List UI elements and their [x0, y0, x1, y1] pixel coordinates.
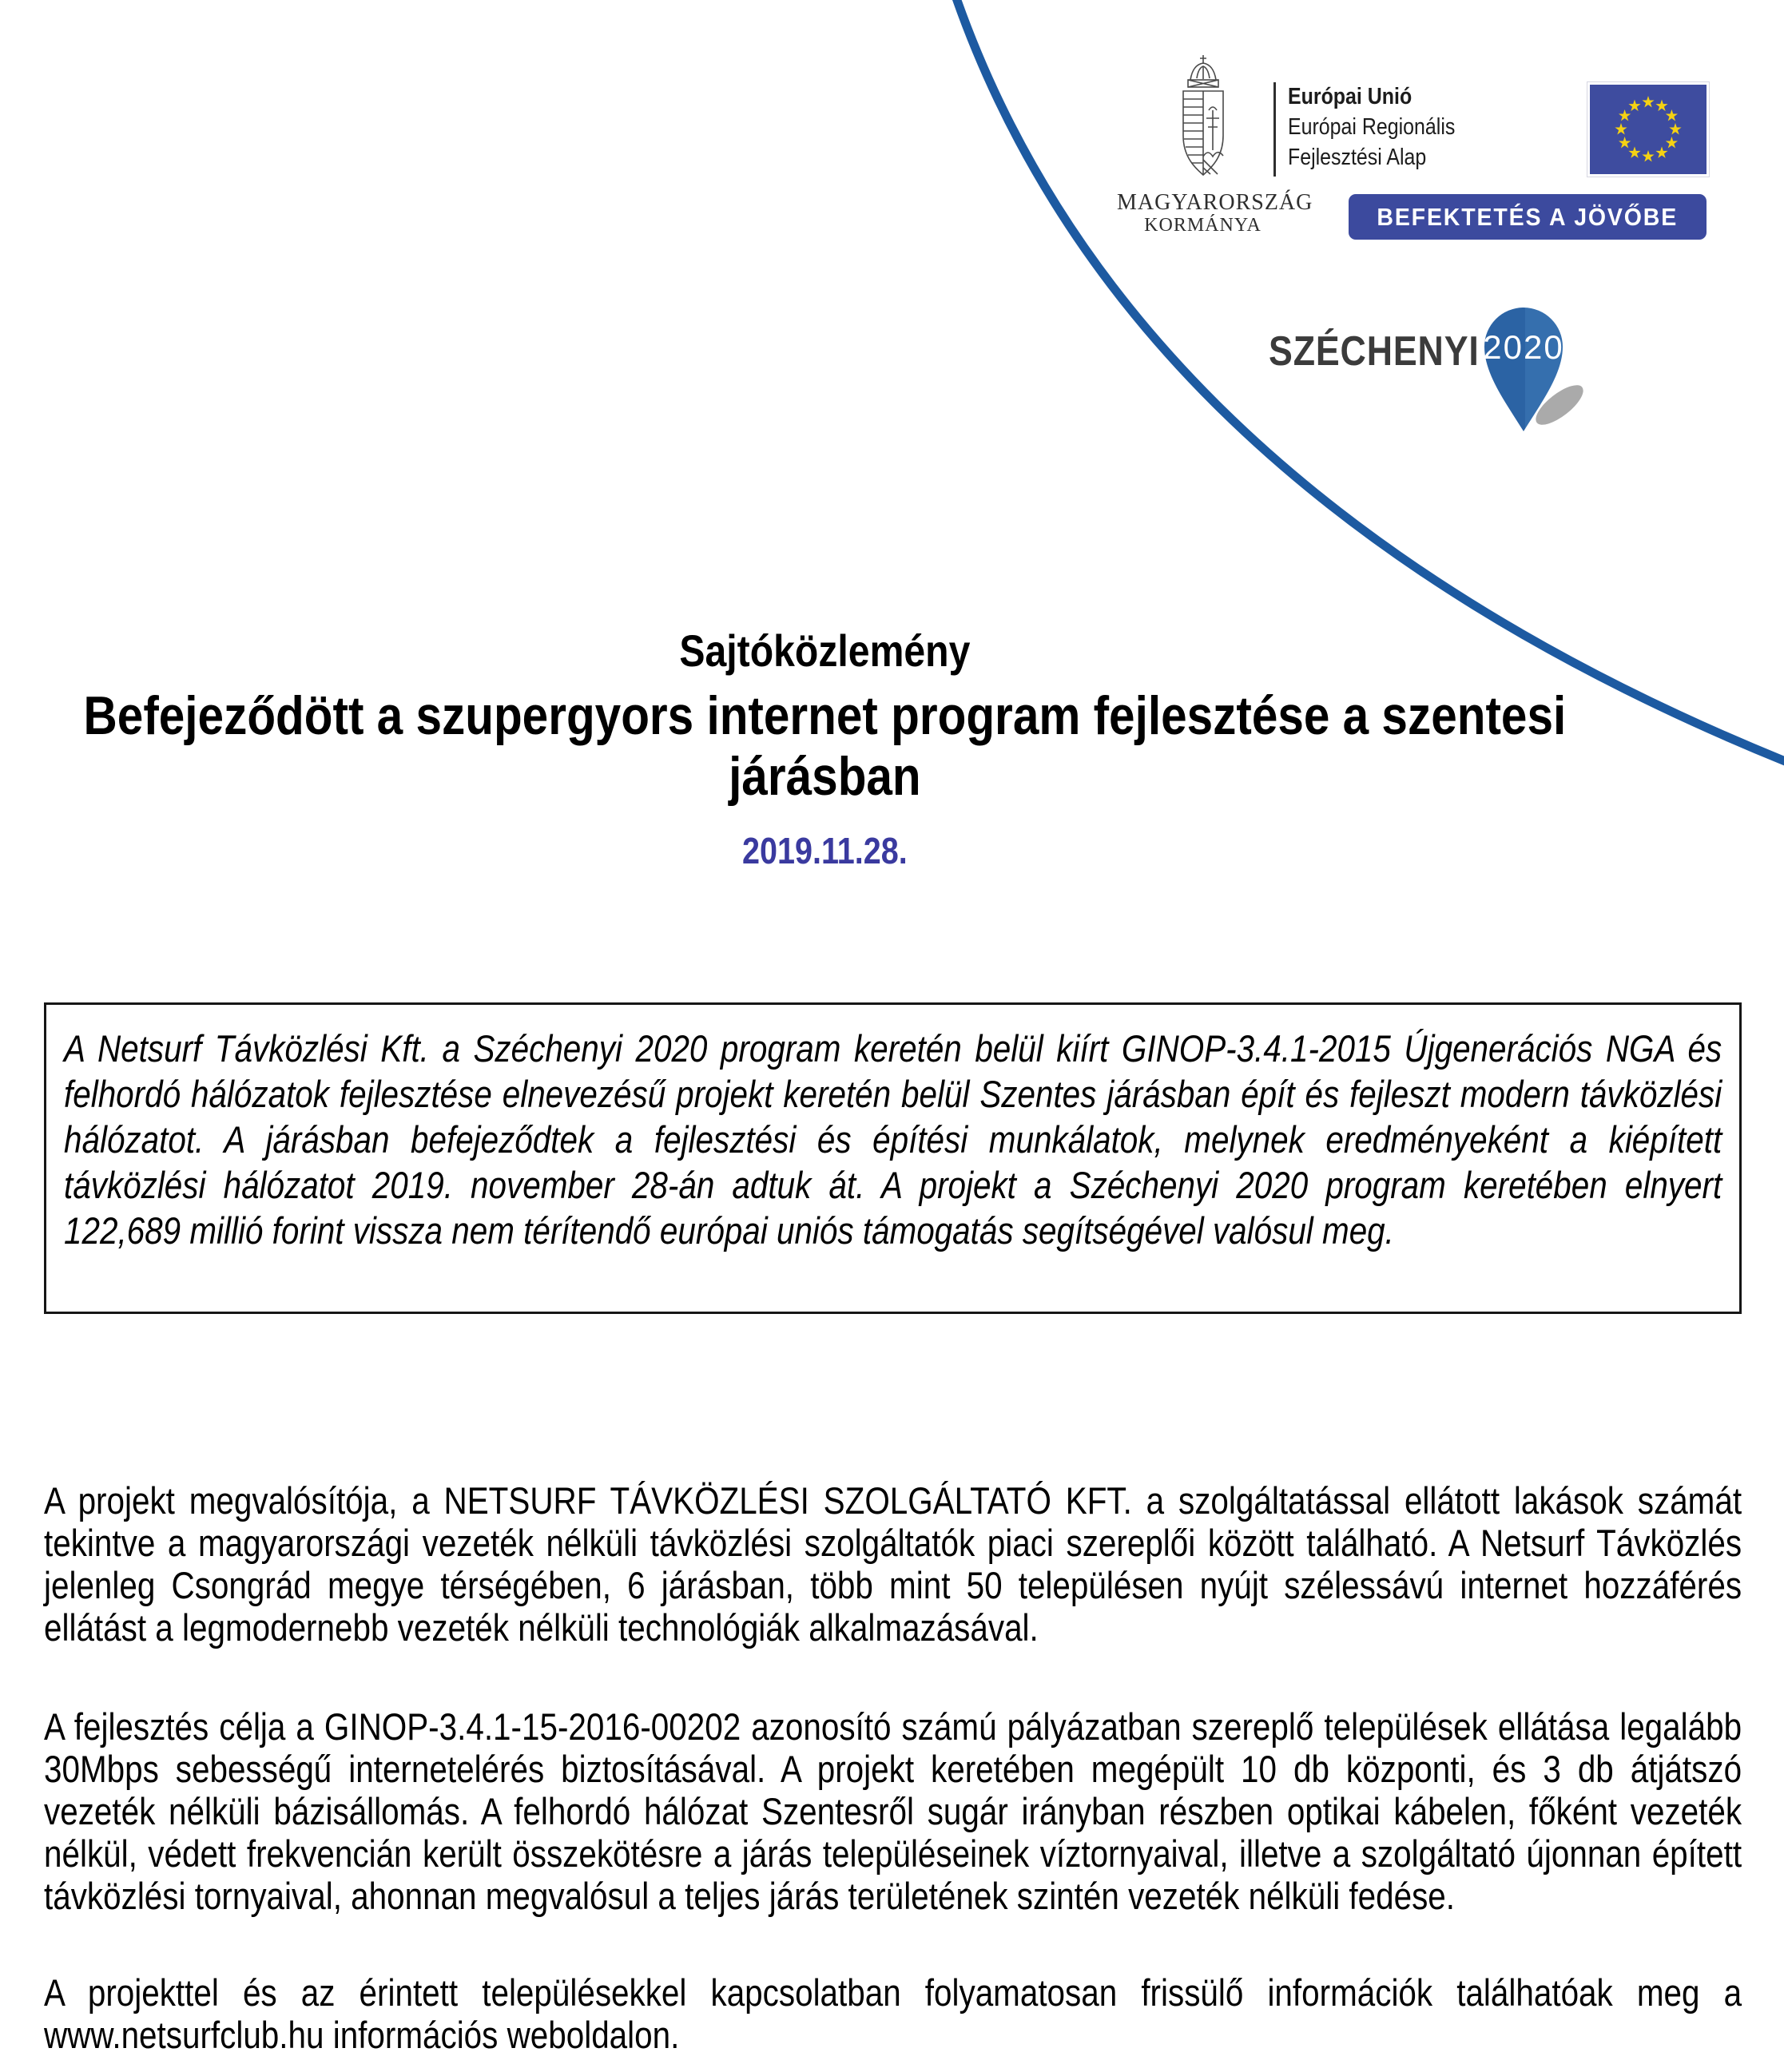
press-release-heading: Sajtóközlemény — [679, 625, 971, 676]
logo-divider — [1273, 82, 1276, 177]
lead-summary-text: A Netsurf Távközlési Kft. a Széchenyi 2020 program keretén belül kiírt GINOP-3.4.1-2015 Újgenerációs NGA és felhordó hálózatok fejlesztése elnevezésű projekt keretén belül Szentes járásban épít és fejleszt modern távközlési hálózatot. A járásban befejeződtek a fejlesztési és építési munkálatok, melynek eredményeként a kiépített távközlési hálózatot 2019. november 28-án adtuk át. A projekt a Széchenyi 2020 program keretében elnyert 122,689 millió forint vissza nem térítendő európai uniós támogatás segítségével valósul meg. — [64, 1027, 1722, 1252]
government-name-line1: MAGYARORSZÁG — [1117, 190, 1313, 215]
hungary-coat-of-arms-icon — [1166, 53, 1240, 190]
eu-fund-line2: Európai Regionális — [1288, 114, 1456, 140]
body-paragraph-3: A projekttel és az érintett településekkel kapcsolatban folyamatosan frissülő információk találhatóak meg a www.netsurfclub.hu információs weboldalon. — [44, 1971, 1742, 2056]
document-title-line2: járásban — [729, 746, 921, 807]
document-date: 2019.11.28. — [741, 830, 908, 871]
government-name — [1117, 190, 1313, 236]
document-title — [44, 685, 1606, 807]
hungary-government-logo — [1117, 53, 1313, 236]
body-paragraph-1: A projekt megvalósítója, a NETSURF TÁVKÖZLÉSI SZOLGÁLTATÓ KFT. a szolgáltatással ellátott lakások számát tekintve a magyarországi vezeték nélküli távközlési szolgáltatók piaci szereplői között található. A Netsurf Távközlés jelenleg Csongrád megye térségében, 6 járásban, több mint 50 településen nyújt szélessávú internet hozzáférés ellátást a legmodernebb vezeték nélküli technológiák alkalmazásával. — [44, 1479, 1742, 1649]
eu-fund-label — [1288, 81, 1576, 173]
eu-fund-line3: Fejlesztési Alap — [1288, 145, 1427, 170]
document-title-line1: Befejeződött a szupergyors internet program fejlesztése a szentesi — [83, 685, 1567, 746]
government-name-line2: KORMÁNYA — [1144, 215, 1262, 236]
szechenyi-year: 2020 — [1483, 328, 1564, 366]
eu-flag-icon — [1590, 85, 1707, 174]
investment-banner — [1349, 194, 1707, 240]
szechenyi-wordmark: SZÉCHENYI — [1269, 328, 1480, 375]
body-paragraph-2: A fejlesztés célja a GINOP-3.4.1-15-2016-00202 azonosító számú pályázatban szereplő települések ellátása legalább 30Mbps sebességű internetelérés biztosításával. A projekt keretében megépült 10 db központi, és 3 db átjátszó vezeték nélküli bázisállomás. A felhordó hálózat Szentesről sugár irányban részben optikai kábelen, főként vezeték nélkül, védett frekvencián került összekötésre a járás településeinek víztornyaival, illetve a szolgáltató újonnan épített távközlési tornyaival, ahonnan megvalósul a teljes járás területének szintén vezeték nélküli fedése. — [44, 1705, 1742, 1917]
lead-summary-box — [44, 1002, 1742, 1314]
investment-banner-label: BEFEKTETÉS A JÖVŐBE — [1377, 202, 1679, 231]
eu-fund-line1: Európai Unió — [1288, 84, 1412, 109]
szechenyi-pin-icon — [1470, 296, 1614, 447]
